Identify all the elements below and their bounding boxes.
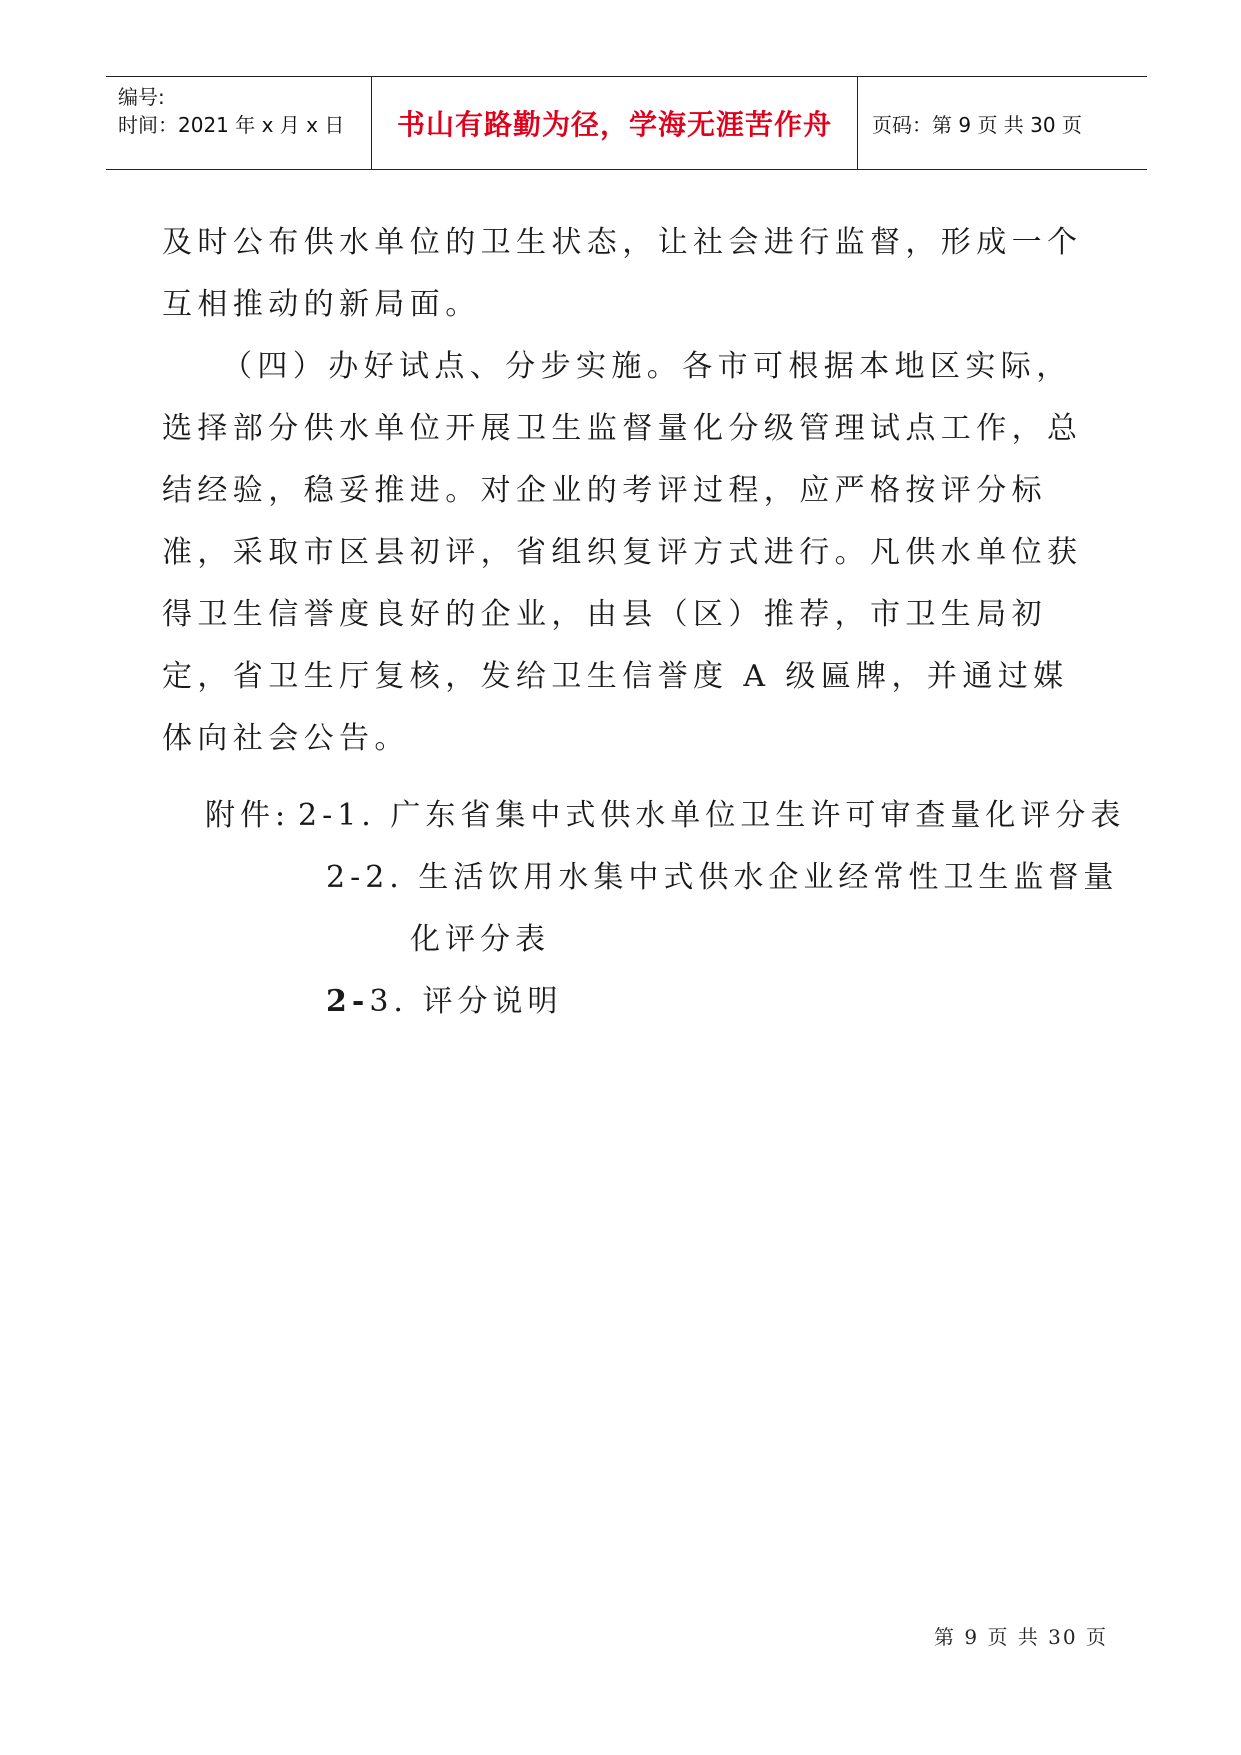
attachment-number-bold: 2- [326,984,370,1019]
attachment-label [205,790,290,834]
attachment-heading: 附件: [205,798,291,833]
attachment-title-continued: 化评分表 [410,922,550,957]
attachment-item-2 [326,852,1118,896]
header-page-info: 页码：第 9 页 共 30 页 [872,112,1082,137]
attachment-title: 广东省集中式供水单位卫生许可审查量化评分表 [390,798,1126,833]
attachment-title: 评分说明 [422,984,563,1019]
paragraph-continued: 及时公布供水单位的卫生状态，让社会进行监督，形成一个互相推动的新局面。 [162,225,1083,322]
attachment-item-2-continued [410,914,550,958]
header-motto: 书山有路勤为径，学海无涯苦作舟 [372,77,858,169]
paragraph-pilot: （四）办好试点、分步实施。各市可根据本地区实际，选择部分供水单位开展卫生监督量化分级管理试点工作，总结经验，稳妥推进。对企业的考评过程，应严格按评分标准，采取市区县初评，省组织复评方式进行。凡供水单位获得卫生信誉度良好的企业，由县（区）推荐，市卫生局初定，省卫生厅复核，发给卫生信誉度 A 级匾牌，并通过媒体向社会公告。 [162,349,1083,756]
attachment-item-3 [326,976,563,1020]
document-time: 时间：2021 年 x 月 x 日 [118,113,345,137]
page-header [106,76,1147,170]
attachment-number: 3. [369,984,408,1019]
header-meta [106,77,372,169]
document-body [162,212,1102,770]
attachment-item-1 [298,790,1125,834]
attachment-number: 2-1. [298,798,376,833]
attachment-number: 2-2. [326,860,404,895]
page-footer: 第 9 页 共 30 页 [934,1625,1108,1649]
document-number-label: 编号: [118,85,165,109]
attachment-title: 生活饮用水集中式供水企业经常性卫生监督量 [418,860,1119,895]
